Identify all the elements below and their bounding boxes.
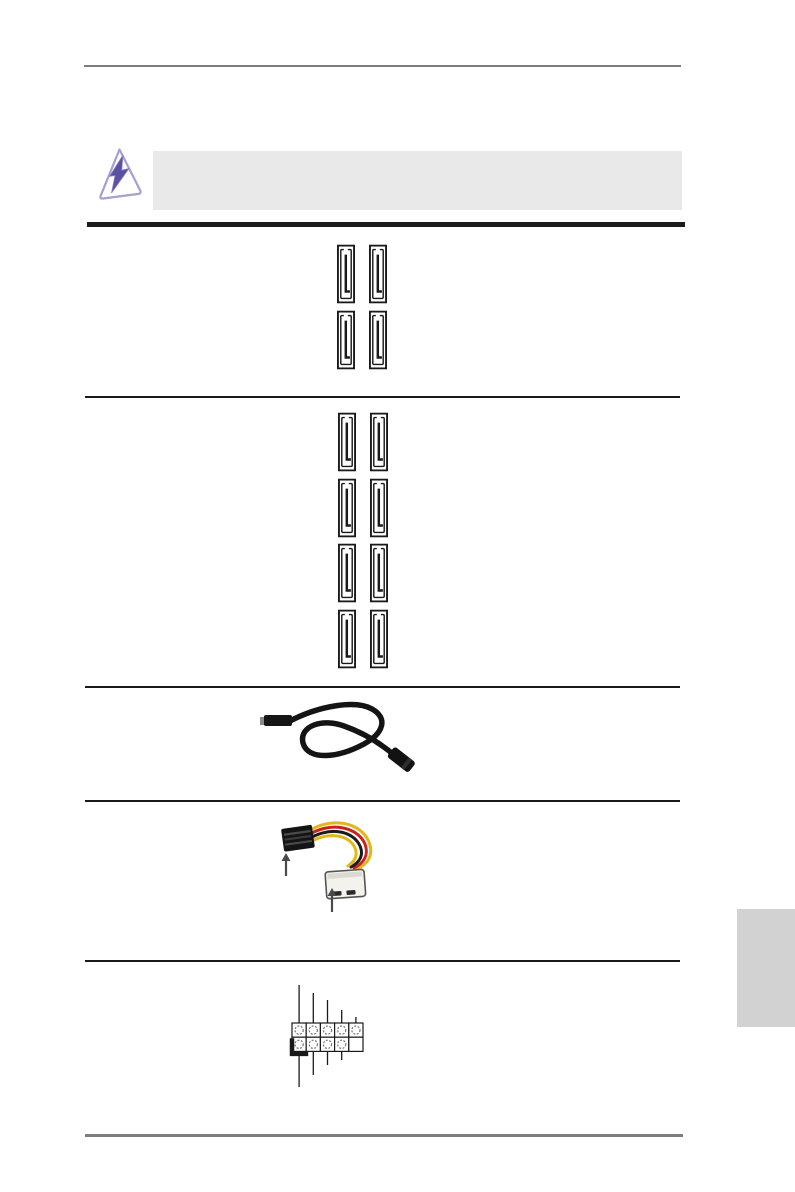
pin-cell: [306, 1037, 320, 1051]
sata-port-icon: [369, 244, 387, 304]
sata-power-cable-photo: [273, 816, 393, 918]
sata-port-icon: [369, 310, 387, 370]
sata-port-icon: [338, 412, 356, 472]
pin-header-diagram: [285, 980, 375, 1092]
sata-port-icon: [338, 609, 356, 669]
up-arrow-icon: [282, 853, 291, 876]
pin-cell: [306, 1023, 320, 1037]
header-rule: [84, 65, 681, 67]
section-divider-thick: [87, 222, 685, 227]
sata-port-icon: [337, 310, 355, 370]
sata-port-icon: [370, 609, 388, 669]
sata-cable-connector-left: [264, 715, 292, 726]
sata-port-icon: [370, 478, 388, 538]
sata-power-connector: [281, 825, 315, 852]
pin-cell: [320, 1037, 334, 1051]
sata-port-icon: [337, 244, 355, 304]
sata-port-icon: [370, 412, 388, 472]
section-divider: [85, 396, 680, 398]
chapter-side-tab: [737, 909, 795, 1027]
sata-connector-group: [337, 244, 387, 370]
sata-port-icon: [338, 543, 356, 603]
sata-port-icon: [338, 478, 356, 538]
pin-cell: [349, 1023, 363, 1037]
pin-cell: [320, 1023, 334, 1037]
section-divider: [85, 800, 680, 802]
pin-cell: [349, 1037, 363, 1051]
warning-lightning-icon: [97, 146, 143, 202]
footer-rule: [85, 1134, 683, 1137]
pin-cell: [335, 1037, 349, 1051]
section-divider: [85, 686, 680, 688]
sata-data-cable-photo: [258, 695, 434, 795]
pin-cell: [292, 1023, 306, 1037]
sata-port-icon: [370, 543, 388, 603]
caution-box: [153, 151, 682, 210]
sata-connector-group: [338, 412, 388, 669]
section-divider: [85, 960, 680, 962]
pin-cell: [335, 1023, 349, 1037]
